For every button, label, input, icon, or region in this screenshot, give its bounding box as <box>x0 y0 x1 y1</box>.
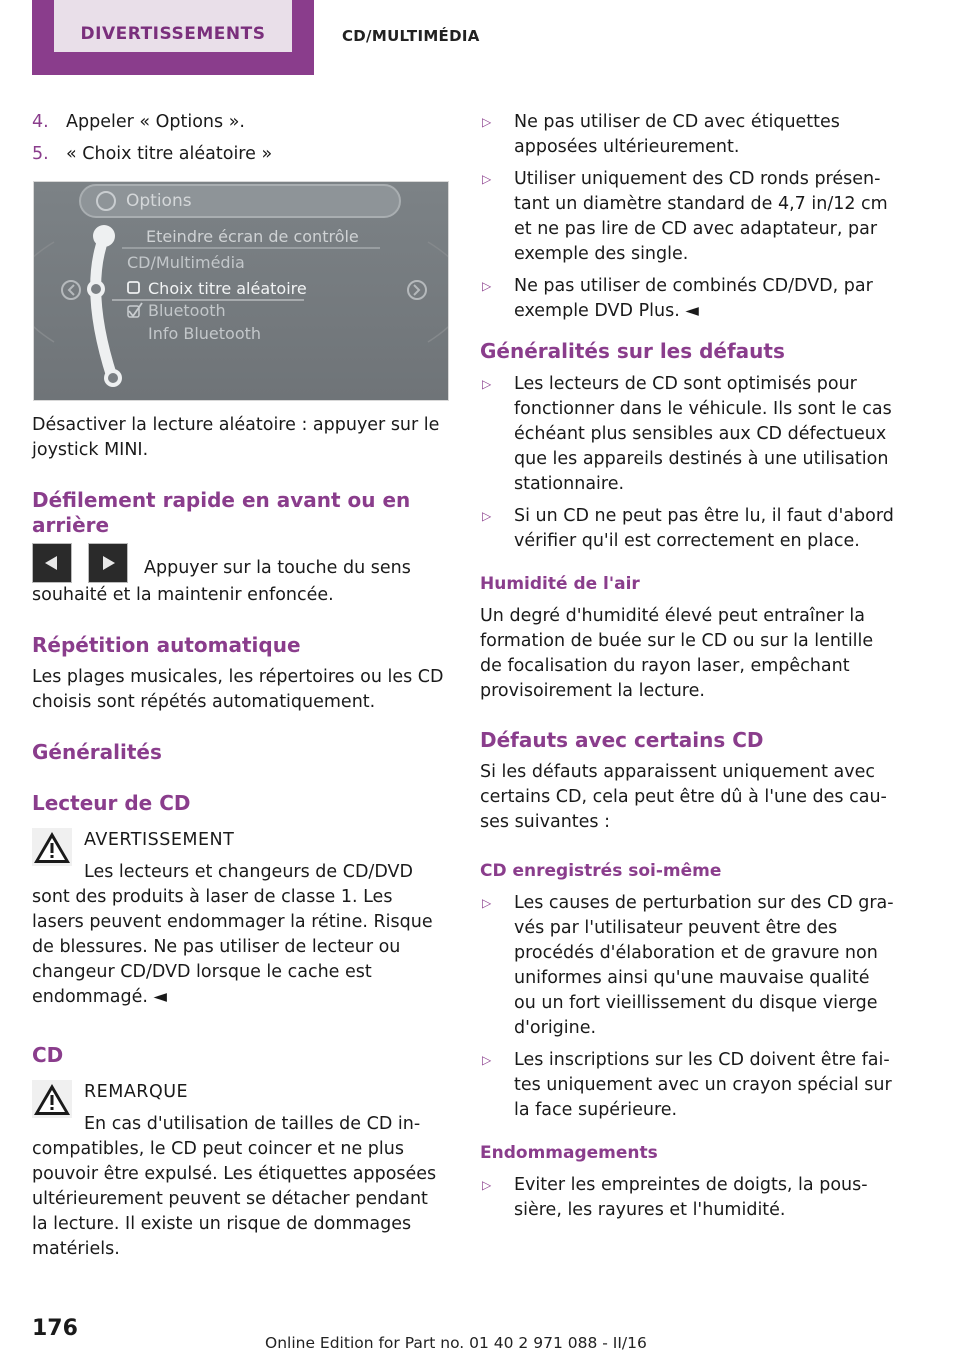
screen-item: Bluetooth <box>148 301 226 320</box>
note-cd-sizes <box>32 1080 448 1262</box>
list-item: ▷ Les causes de perturbation sur des CD gravés par l'utilisateur peuvent être des procédés d'élaboration et de gravure non uniformes ainsi qu'une mauvaise qualité ou un fort vieillissement du disque vierge d'origine. <box>482 893 894 1038</box>
list-item: ▷ Les lecteurs de CD sont optimisés pour fonctionner dans le véhicule. Ils sont le cas échéant plus sensibles aux CD défectueux que les appareils destinés à une utilisation stationnaire. <box>482 374 892 494</box>
heading-repeat: Répétition automatique <box>32 633 301 657</box>
paragraph-certains-cd: Si les défauts apparaissent uniquement avec certains CD, cela peut être dû à l'une des causes suivantes : <box>480 762 887 832</box>
warning-icon <box>32 1080 72 1118</box>
footer-edition: Online Edition for Part no. 01 40 2 971 088 - II/16 <box>265 1334 647 1352</box>
note-heading: REMARQUE <box>84 1082 189 1102</box>
heading-generalites: Généralités <box>32 740 162 764</box>
paragraph-fast-forward: Appuyer sur la touche du sens souhaité et la maintenir enfoncée. <box>32 543 448 608</box>
heading-fast-forward: Défilement rapide en avant ou en arrière <box>32 488 411 537</box>
tab-cd-multimedia: CD/MULTIMÉDIA <box>342 27 480 45</box>
tab-active-label: DIVERTISSEMENTS <box>80 24 266 44</box>
forward-button-icon <box>88 543 128 583</box>
page-number: 176 <box>32 1316 78 1341</box>
tab-divertissements <box>32 0 314 75</box>
list-item: ▷ Ne pas utiliser de CD avec étiquettes apposées ultérieurement. <box>482 112 840 157</box>
paragraph-repeat: Les plages musicales, les répertoires ou les CD choisis sont répétés automatiquement. <box>32 667 444 712</box>
warning-body: Les lecteurs et changeurs de CD/DVD sont des produits à laser de classe 1. Les lasers peuvent endommager la rétine. Risque de blessures. Ne pas utiliser de lecteur ou changeur CD/DVD lorsque le cache est endommagé. ◄ <box>32 862 433 1007</box>
screen-title: Options <box>126 191 192 211</box>
heading-defauts: Généralités sur les défauts <box>480 339 785 363</box>
paragraph-humidite: Un degré d'humidité élevé peut entraîner la formation de buée sur le CD ou sur la lentille de focalisation du rayon laser, empêchant provisoirement la lecture. <box>480 606 874 701</box>
heading-certains-cd: Défauts avec certains CD <box>480 728 764 752</box>
heading-lecteur-cd: Lecteur de CD <box>32 791 191 815</box>
list-item: ▷ Ne pas utiliser de combinés CD/DVD, par exemple DVD Plus. ◄ <box>482 276 873 321</box>
note-body: En cas d'utilisation de tailles de CD incompatibles, le CD peut coincer et ne plus pouvoir être expulsé. Les étiquettes apposées ultérieurement peuvent se détacher pendant la lecture. Il existe un risque de dommages matériels. <box>32 1114 437 1259</box>
rewind-button-icon <box>32 543 72 583</box>
heading-cd: CD <box>32 1043 64 1067</box>
screen-item: Eteindre écran de contrôle <box>146 227 359 246</box>
step-4: 4. Appeler « Options ». <box>32 112 245 132</box>
heading-cd-soi-meme: CD enregistrés soi-même <box>480 861 722 881</box>
warning-icon <box>32 828 72 866</box>
heading-humidite: Humidité de l'air <box>480 574 640 594</box>
list-item: ▷ Utiliser uniquement des CD ronds présentant un diamètre standard de 4,7 in/12 cm et ne pas lire de CD avec adaptateur, par exemple des single. <box>482 169 888 264</box>
options-screen-image <box>33 181 449 401</box>
warning-laser <box>32 828 448 1010</box>
left-column <box>32 110 448 1262</box>
screen-item: CD/Multimédia <box>127 253 245 272</box>
list-item: ▷ Eviter les empreintes de doigts, la poussière, les rayures et l'humidité. <box>482 1175 868 1220</box>
list-item: ▷ Les inscriptions sur les CD doivent être faites uniquement avec un crayon spécial sur la face supérieure. <box>482 1050 892 1120</box>
right-column <box>480 110 894 1230</box>
warning-heading: AVERTISSEMENT <box>84 830 235 850</box>
screen-item-selected: Choix titre aléatoire <box>148 279 307 298</box>
paragraph-shuffle: Désactiver la lecture aléatoire : appuyer sur le joystick MINI. <box>32 415 440 460</box>
list-item: ▷ Si un CD ne peut pas être lu, il faut d'abord vérifier qu'il est correctement en place. <box>482 506 894 551</box>
step-5: 5. « Choix titre aléatoire » <box>32 144 273 164</box>
screen-item: Info Bluetooth <box>148 324 262 343</box>
heading-endommagements: Endommagements <box>480 1143 658 1163</box>
